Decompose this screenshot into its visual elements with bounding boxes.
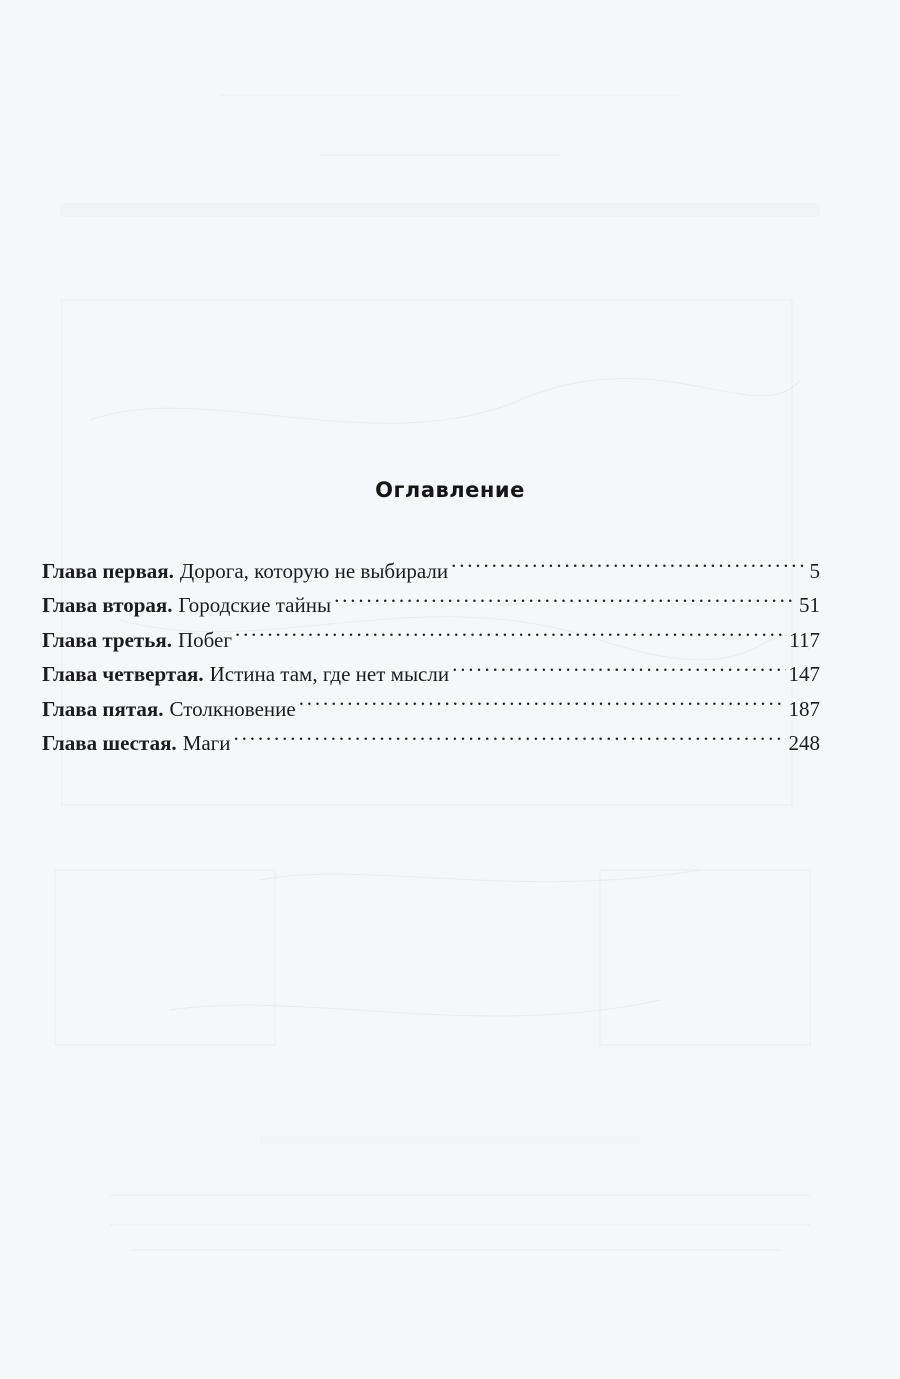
toc-chapter-label: Глава пятая.: [42, 696, 164, 721]
table-of-contents: [42, 543, 820, 755]
toc-page-number: 51: [799, 593, 820, 617]
toc-dot-leader: [451, 543, 806, 578]
toc-chapter-label: Глава первая.: [42, 558, 174, 583]
toc-dot-leader: [235, 612, 786, 647]
toc-page-number: 147: [788, 662, 820, 686]
toc-chapter-label: Глава шестая.: [42, 731, 177, 755]
toc-chapter-name: Городские тайны: [178, 593, 332, 617]
toc-dot-leader: [234, 716, 786, 751]
toc-dot-leader: [452, 647, 785, 682]
toc-chapter-name: Дорога, которую не выбирали: [179, 558, 449, 583]
toc-chapter-name: Столкновение: [169, 696, 296, 721]
toc-chapter-name: Побег: [177, 627, 232, 652]
toc-dot-leader: [299, 681, 786, 716]
toc-entry[interactable]: [42, 543, 820, 583]
toc-page-number: 5: [809, 558, 820, 583]
toc-page-number: 117: [789, 627, 820, 652]
toc-page-number: 248: [788, 731, 820, 755]
toc-chapter-label: Глава третья.: [42, 627, 172, 652]
toc-dot-leader: [334, 578, 796, 613]
toc-page-number: 187: [788, 696, 820, 721]
toc-chapter-name: Маги: [182, 731, 231, 755]
toc-title: Оглавление: [375, 478, 525, 502]
toc-chapter-label: Глава четвертая.: [42, 662, 204, 686]
toc-chapter-label: Глава вторая.: [42, 593, 173, 617]
toc-chapter-name: Истина там, где нет мысли: [209, 662, 450, 686]
